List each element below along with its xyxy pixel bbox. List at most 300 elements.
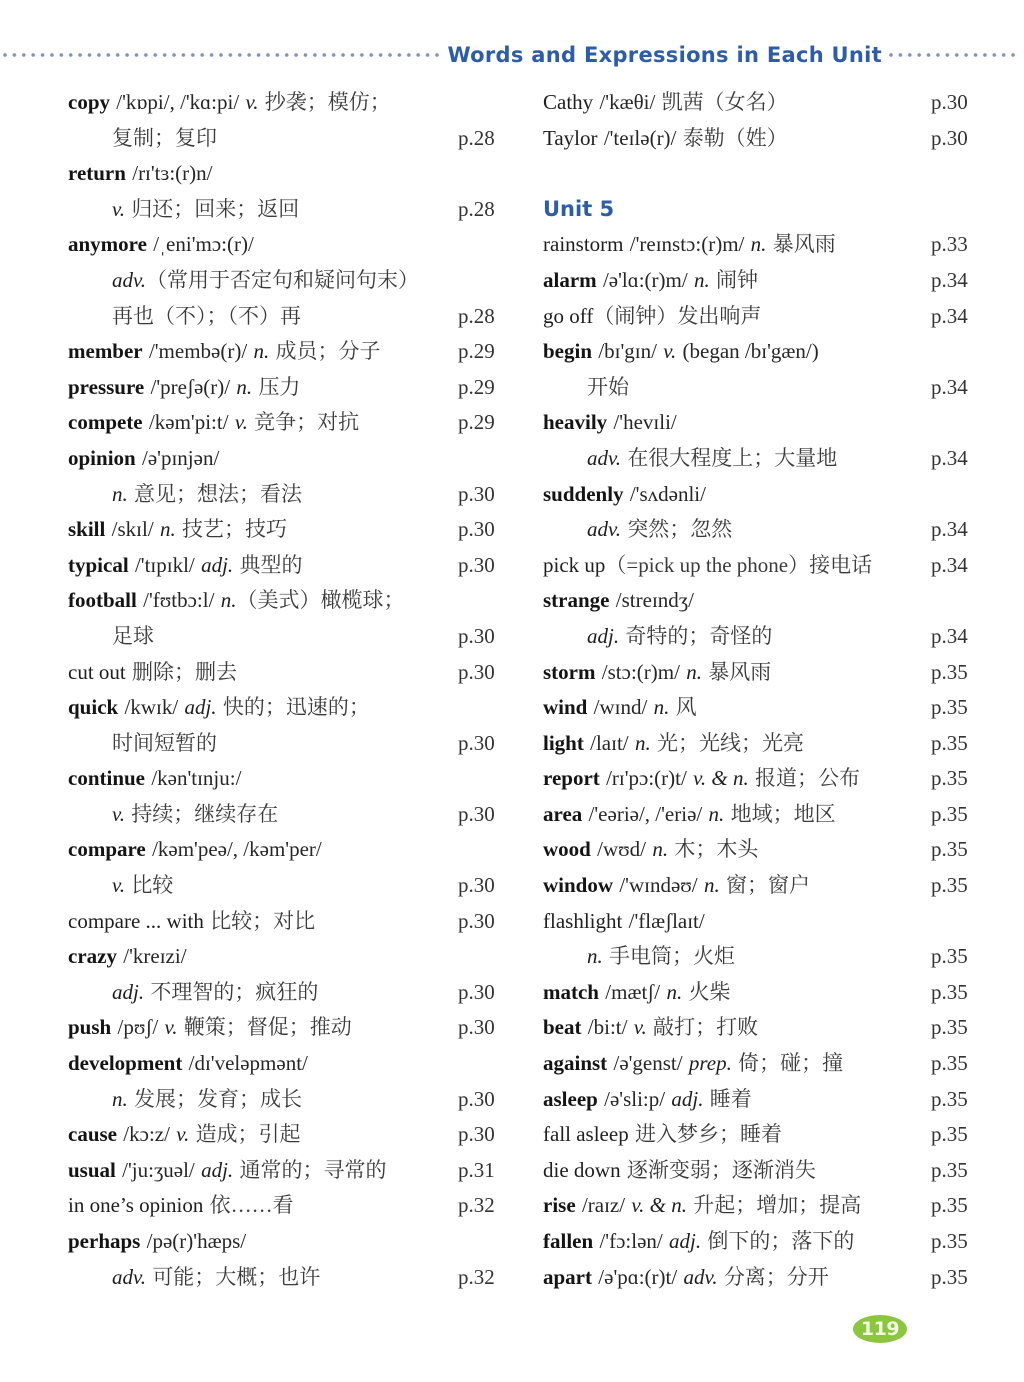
part-of-speech: n. [652,837,669,862]
headword: heavily [543,410,608,435]
headword: continue [68,766,146,791]
entry-line [543,690,977,726]
phonetic: /wɪnd/ [593,695,648,720]
note: (began /bɪ'gæn/) [682,339,819,364]
part-of-speech: n. [750,232,767,257]
vocab-entry [68,405,504,441]
entry-line [543,1082,977,1118]
entry-line [68,512,504,548]
headword: skill [68,517,106,542]
page-reference: p.32 [458,1193,495,1218]
section-title: Words and Expressions in Each Unit [447,43,882,67]
vocab-entry [68,655,504,691]
part-of-speech: adv. [587,445,622,470]
phonetic: /'hevɪli/ [613,410,677,435]
phonetic: /rɪ'pɔ:(r)t/ [606,766,687,791]
headword: report [543,766,600,791]
part-of-speech: v. [112,873,126,898]
part-of-speech: n. [686,659,702,684]
page-reference: p.30 [458,552,495,577]
page-reference: p.34 [931,623,968,648]
vocab-entry [543,761,977,797]
vocab-entry [543,690,977,726]
phrase-headword: flashlight [543,908,623,933]
phonetic: /pʊʃ/ [117,1015,159,1040]
meaning: 快的；迅速的； [222,695,370,720]
part-of-speech: adj. [669,1229,702,1253]
headword: crazy [68,944,117,969]
vocab-entry [68,1188,504,1224]
phonetic: /ə'sli:p/ [604,1086,666,1111]
part-of-speech: adv. [587,517,622,542]
entry-line [68,263,504,299]
entry-line [543,1046,977,1082]
phonetic: /ə'pɪnjən/ [142,445,220,470]
phonetic: /'fʊtbɔ:l/ [143,588,215,613]
part-of-speech: v. & n. [693,766,749,791]
part-of-speech: v. & n. [631,1193,687,1218]
meaning: 技艺；技巧 [182,517,288,542]
vocab-entry [68,1153,504,1189]
meaning: 再也（不）；（不）再 [112,303,301,328]
headword: fallen [543,1229,594,1253]
page-reference: p.30 [458,908,495,933]
entry-line [68,1082,504,1118]
meaning: 木；木头 [674,837,759,862]
phonetic: /'eəriə/, /'eriə/ [588,801,703,826]
vocab-entry [543,1117,977,1153]
entry-line [68,121,504,157]
entry-line [543,299,977,335]
vocab-entry [68,904,504,940]
page-reference: p.35 [931,730,968,755]
phonetic: /skɪl/ [111,517,154,542]
part-of-speech: adj. [184,695,217,720]
part-of-speech: adv. [683,1264,718,1289]
vocab-entry [543,334,977,405]
meaning: 抄袭；模仿； [264,90,391,114]
vocab-entry [543,1046,977,1082]
part-of-speech: n. [694,267,710,292]
phonetic: /stɔ:(r)m/ [601,659,680,684]
page-reference: p.34 [931,303,968,328]
page-reference: p.30 [458,1122,495,1147]
vocab-entry [68,1117,504,1153]
phonetic: /'tɪpɪkl/ [134,552,195,577]
meaning: 发展；发育；成长 [134,1086,303,1111]
entry-line [68,192,504,228]
meaning: 地域；地区 [730,801,836,826]
vocab-entry [68,370,504,406]
phrase-headword: Cathy [543,90,594,114]
vocab-entry [68,441,504,512]
entry-line [543,1010,977,1046]
headword: against [543,1051,608,1076]
headword: typical [68,552,129,577]
entry-line [68,1260,504,1296]
part-of-speech: v. [633,1015,647,1040]
page-reference: p.30 [458,801,495,826]
phonetic: /'kreɪzi/ [123,944,187,969]
headword: beat [543,1015,582,1040]
phonetic: /'kæθi/ [599,90,656,114]
headword: opinion [68,445,136,470]
page-reference: p.30 [458,623,495,648]
headword: development [68,1051,183,1076]
vocab-entry [543,1082,977,1118]
vocab-entry [68,832,504,903]
entry-line [543,583,977,619]
part-of-speech: n. [112,481,128,506]
vocab-entry [543,477,977,548]
part-of-speech: n. [587,944,603,969]
meaning: 窗；窗户 [725,873,810,898]
unit-heading: Unit 5 [543,196,615,221]
entry-line [543,477,977,513]
phrase-headword: in one’s opinion [68,1193,204,1218]
part-of-speech: v. [112,196,126,221]
entry-line [68,548,504,584]
vocab-entry [543,299,977,335]
meaning: 通常的；寻常的 [239,1157,387,1182]
vocab-entry [68,1224,504,1295]
dotted-rule-left [2,52,441,58]
meaning: 依……看 [209,1193,294,1218]
section-header [0,42,1024,68]
page-reference: p.35 [931,837,968,862]
part-of-speech: n. [159,517,176,542]
page-reference: p.30 [458,659,495,684]
part-of-speech: adj. [201,552,234,577]
headword: begin [543,339,593,364]
entry-line [68,370,504,406]
phrase-headword: rainstorm [543,232,624,257]
page-reference: p.35 [931,944,968,969]
vocab-entry [68,512,504,548]
vocab-entry [68,939,504,1010]
page-reference: p.34 [931,552,968,577]
phonetic: /bɪ'gɪn/ [598,339,657,364]
part-of-speech: v. [164,1015,178,1040]
entry-line [543,512,977,548]
entry-line [68,583,504,619]
headword: quick [68,695,119,720]
page-reference: p.28 [458,125,495,150]
phonetic: /rɪ'tɜ:(r)n/ [132,161,213,186]
entry-line [68,405,504,441]
phonetic: /raɪz/ [581,1193,626,1218]
part-of-speech: v. [234,410,248,435]
entry-line [543,1260,977,1296]
phonetic: /mætʃ/ [605,979,661,1004]
phrase-headword: die down [543,1157,621,1182]
meaning: 奇特的；奇怪的 [625,623,773,648]
phonetic: /bi:t/ [587,1015,628,1040]
page-reference: p.35 [931,1157,968,1182]
vocab-entry [68,227,504,334]
headword: rise [543,1193,576,1218]
meaning: 鞭策；督促；推动 [183,1015,352,1040]
phonetic: /pə(r)'hæps/ [146,1229,247,1253]
meaning: 造成；引起 [195,1122,301,1147]
part-of-speech: adj. [587,623,620,648]
part-of-speech: n. [112,1086,128,1111]
headword: apart [543,1264,592,1289]
entry-line [68,85,504,121]
meaning: 开始 [587,374,629,399]
entry-line [543,263,977,299]
part-of-speech: n. [236,374,253,399]
phonetic: /'wɪndəʊ/ [619,873,698,898]
phonetic: /'flæʃlaɪt/ [628,908,705,933]
vocab-entry [543,868,977,904]
entry-line [68,1010,504,1046]
headword: cause [68,1122,117,1147]
page-reference: p.35 [931,1086,968,1111]
part-of-speech: n. [703,873,720,898]
headword: push [68,1015,112,1040]
phonetic: /ˌeni'mɔ:(r)/ [153,232,254,257]
vocab-entry [543,904,977,975]
vocab-entry [543,227,977,263]
entry-line [68,227,504,263]
part-of-speech: n. [666,979,683,1004]
meaning: （美式）橄榄球； [236,588,405,613]
meaning: 分离；分开 [723,1264,829,1289]
entry-line [68,299,504,335]
entry-line [543,1153,977,1189]
vocab-entry [68,156,504,227]
meaning: 可能；大概；也许 [152,1264,321,1289]
meaning: 比较 [131,873,174,898]
meaning: 闹钟 [716,267,759,292]
vocab-entry [68,1010,504,1046]
entry-line [68,441,504,477]
entry-line [543,904,977,940]
page-reference: p.29 [458,339,495,364]
headword: anymore [68,232,147,257]
entry-line [68,619,504,655]
meaning: 比较；对比 [210,908,316,933]
meaning: 暴风雨 [708,659,772,684]
entry-line [68,1188,504,1224]
part-of-speech: n. [253,339,270,364]
right-column [543,85,977,1295]
page-reference: p.35 [931,659,968,684]
page-reference: p.30 [458,730,495,755]
entry-line [543,334,977,370]
vocab-entry [68,690,504,761]
headword: window [543,873,614,898]
entry-line [543,975,977,1011]
entry-line [543,227,977,263]
entry-line [543,939,977,975]
meaning: 时间短暂的 [112,730,217,755]
entry-line [68,477,504,513]
page-reference: p.35 [931,1193,968,1218]
meaning: 删除；删去 [132,659,238,684]
part-of-speech: n. [708,801,725,826]
meaning: 敲打；打败 [653,1015,759,1040]
page-reference: p.28 [458,196,495,221]
phonetic: /kɔ:z/ [123,1122,170,1147]
page-reference: p.30 [458,1015,495,1040]
entry-line [543,405,977,441]
vocab-entry [543,1010,977,1046]
headword: football [68,588,137,613]
vocab-entry [543,832,977,868]
meaning: （常用于否定句和疑问句末） [146,267,420,292]
meaning: 手电筒；火炬 [609,944,736,969]
part-of-speech: adj. [112,979,145,1004]
page-reference: p.32 [458,1264,495,1289]
meaning: 报道；公布 [755,766,861,791]
part-of-speech: v. [176,1122,190,1147]
part-of-speech: v. [112,801,126,826]
headword: compete [68,410,143,435]
phonetic: /kəm'pi:t/ [148,410,229,435]
entry-line [543,655,977,691]
entry-line [68,1224,504,1260]
vocab-entry [68,1046,504,1117]
headword: member [68,339,143,364]
headword: storm [543,659,596,684]
vocab-entry [543,263,977,299]
phonetic: /ə'lɑ:(r)m/ [602,267,688,292]
entry-line [543,441,977,477]
part-of-speech: prep. [688,1051,732,1076]
meaning: 光；光线；光亮 [656,730,804,755]
headword: perhaps [68,1229,141,1253]
page-reference: p.30 [458,481,495,506]
page-reference: p.30 [458,1086,495,1111]
meaning: 持续；继续存在 [131,801,279,826]
vocab-entry [543,1153,977,1189]
page-reference: p.34 [931,517,968,542]
meaning: 意见；想法；看法 [134,481,303,506]
vocab-entry [543,583,977,654]
entry-line [68,868,504,904]
headword: area [543,801,583,826]
headword: wind [543,695,588,720]
page-reference: p.35 [931,1122,968,1147]
phonetic: /laɪt/ [590,730,629,755]
page-reference: p.30 [931,125,968,150]
phonetic: /'fɔ:lən/ [599,1229,663,1253]
headword: asleep [543,1086,598,1111]
entry-line [68,761,504,797]
dotted-rule-right [888,52,1020,58]
entry-line [68,334,504,370]
meaning: （=pick up the phone）接电话 [605,552,873,577]
entry-line [68,939,504,975]
phrase-headword: Taylor [543,125,598,150]
entry-line [543,726,977,762]
vocab-entry [543,121,977,157]
phonetic: /'ju:ʒuəl/ [122,1157,195,1182]
part-of-speech: n. [634,730,651,755]
headword: suddenly [543,481,624,506]
phonetic: /ə'genst/ [613,1051,683,1076]
vocab-entry [543,797,977,833]
part-of-speech: adv. [112,1264,147,1289]
page-reference: p.30 [931,90,968,114]
entry-line [543,121,977,157]
page-number-badge [853,1315,907,1343]
meaning: 泰勒（姓） [682,125,788,150]
phonetic: /'reɪnstɔ:(r)m/ [629,232,745,257]
entry-line [543,868,977,904]
entry-line [68,1153,504,1189]
entry-line [543,1224,977,1260]
meaning: 倚；碰；撞 [738,1051,844,1076]
phrase-headword: compare ... with [68,908,204,933]
phonetic: /'sʌdənli/ [629,481,706,506]
page-reference: p.35 [931,695,968,720]
entry-line [543,832,977,868]
meaning: 火柴 [688,979,731,1004]
headword: pressure [68,374,145,399]
headword: alarm [543,267,597,292]
entry-line [543,1188,977,1224]
phrase-headword: pick up [543,552,606,577]
headword: wood [543,837,591,862]
meaning: 升起；增加；提高 [693,1193,862,1218]
part-of-speech: v. [663,339,677,364]
meaning: 睡着 [709,1086,752,1111]
entry-line [543,548,977,584]
entry-line [68,655,504,691]
page-reference: p.29 [458,410,495,435]
entry-line [68,797,504,833]
part-of-speech: adj. [671,1086,704,1111]
page-number: 119 [860,1318,900,1340]
vocab-entry [543,85,977,121]
vocab-entry [543,1260,977,1296]
vocab-entry [543,1224,977,1260]
phonetic: /'preʃə(r)/ [150,374,231,399]
vocab-entry [543,405,977,476]
meaning: 复制；复印 [112,125,217,150]
meaning: 成员；分子 [275,339,381,364]
entry-line [543,370,977,406]
vocab-entry [68,85,504,156]
phonetic: /streɪndʒ/ [615,588,694,613]
part-of-speech: adj. [201,1157,234,1182]
entry-line [543,85,977,121]
page-reference: p.30 [458,517,495,542]
headword: return [68,161,126,186]
vocab-entry [543,655,977,691]
page-reference: p.29 [458,374,495,399]
headword: usual [68,1157,116,1182]
headword: compare [68,837,146,862]
page-reference: p.35 [931,1229,968,1253]
page-reference: p.35 [931,1264,968,1289]
page-reference: p.33 [931,232,968,257]
vocab-entry [543,975,977,1011]
headword: copy [68,90,110,114]
meaning: 在很大程度上；大量地 [627,445,838,470]
phonetic: /'teɪlə(r)/ [603,125,677,150]
entry-line [68,904,504,940]
phonetic: /wʊd/ [597,837,647,862]
meaning: 风 [675,695,697,720]
meaning: 竞争；对抗 [254,410,360,435]
entry-line [543,761,977,797]
page-reference: p.35 [931,979,968,1004]
vocab-entry [68,334,504,370]
